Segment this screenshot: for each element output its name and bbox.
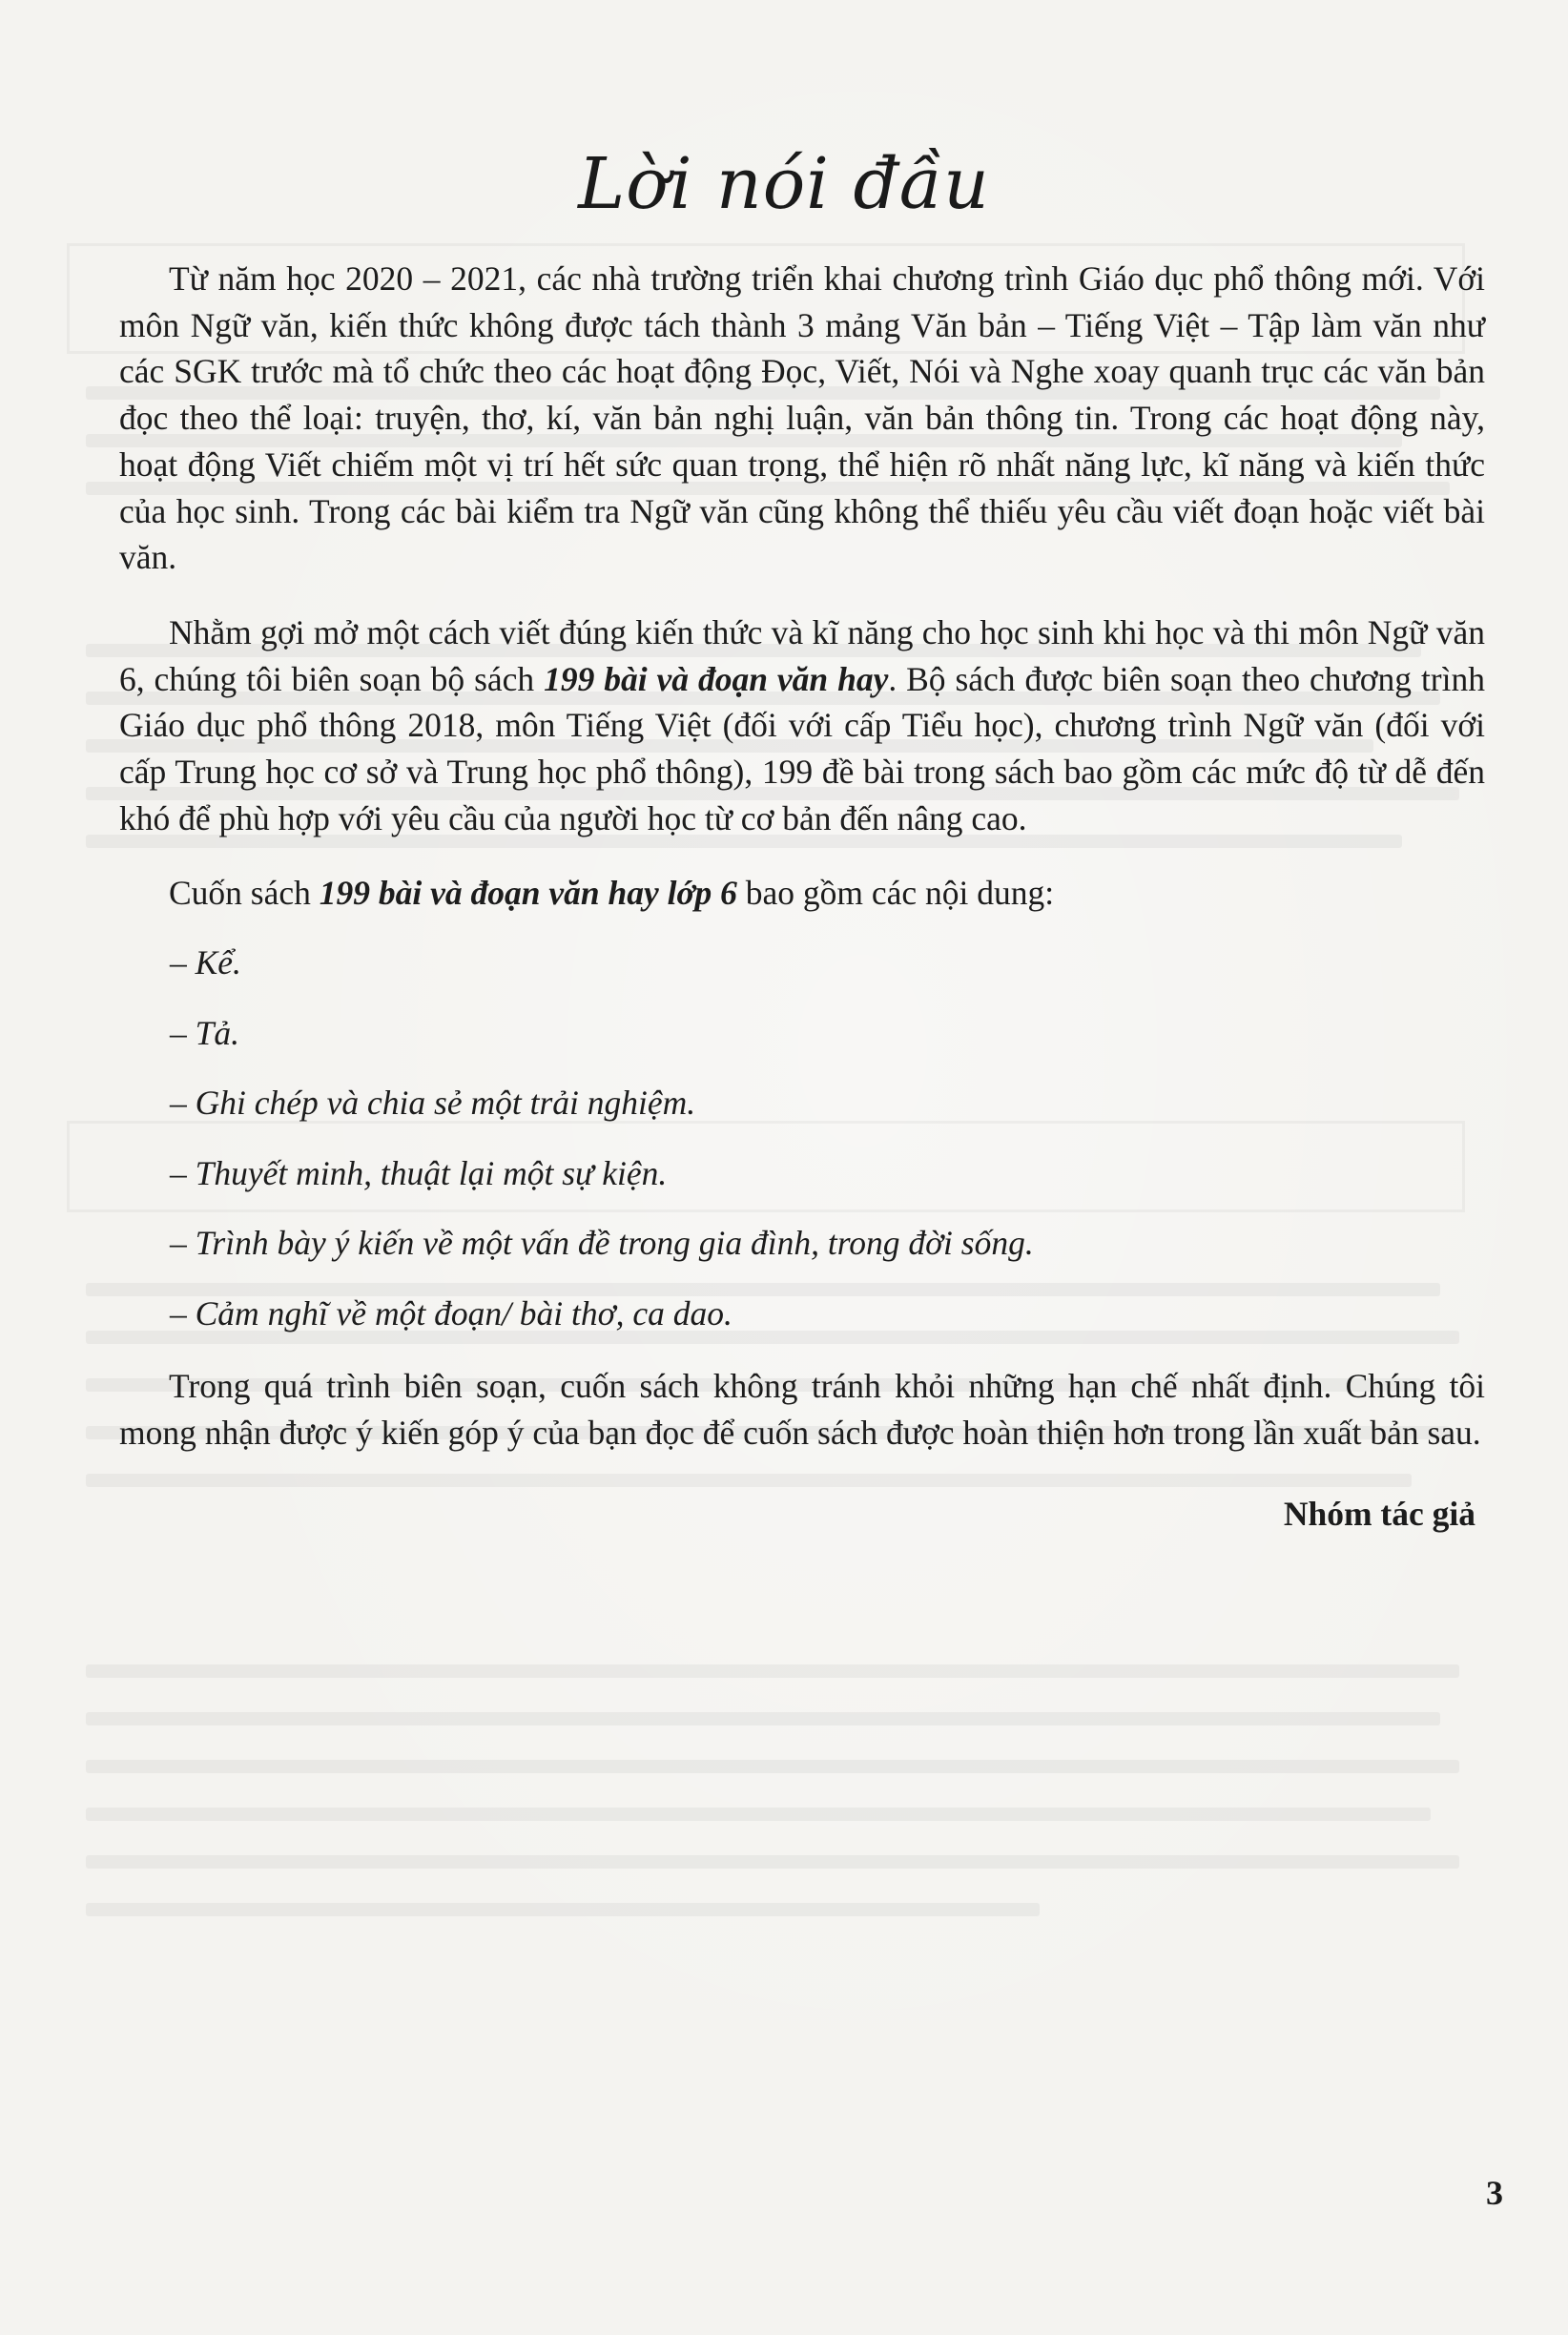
paragraph-intro: Từ năm học 2020 – 2021, các nhà trường triển khai chương trình Giáo dục phổ thông mới. Với môn Ngữ văn, kiến thức không được tách thành 3 mảng Văn bản – Tiếng Việt – Tập làm văn như các SGK trước mà tổ chức theo các hoạt động Đọc, Viết, Nói và Nghe xoay quanh trục các văn bản đọc theo thể loại: truyện, thơ, kí, văn bản nghị luận, văn bản thông tin. Trong các hoạt động này, hoạt động Viết chiếm một vị trí hết sức quan trọng, thể hiện rõ nhất năng lực, kĩ năng và kiến thức của học sinh. Trong các bài kiểm tra Ngữ văn cũng không thể thiếu yêu cầu viết đoạn hoặc viết bài văn. <box>119 259 1485 577</box>
paragraph-contents-intro <box>119 870 1485 917</box>
page-number: 3 <box>1486 2174 1503 2212</box>
list-item: – Cảm nghĩ về một đoạn/ bài thơ, ca dao. <box>170 1293 732 1333</box>
contents-intro-after: bao gồm các nội dung: <box>736 874 1055 913</box>
contents-list <box>119 940 1485 1336</box>
list-item: – Thuyết minh, thuật lại một sự kiện. <box>170 1153 668 1192</box>
author-signature: Nhóm tác giả <box>1283 1494 1475 1533</box>
book-title-grade-emphasis: 199 bài và đoạn văn hay lớp 6 <box>319 874 737 913</box>
list-item: – Ghi chép và chia sẻ một trải nghiệm. <box>170 1084 696 1123</box>
contents-intro-before: Cuốn sách <box>169 874 320 913</box>
list-item: – Kể. <box>170 943 241 982</box>
page-title: Lời nói đầu <box>578 143 990 225</box>
paragraph-purpose <box>119 610 1485 842</box>
paragraph-purpose-text-after: . Bộ sách được biên soạn theo chương trình Giáo dục phổ thông 2018, môn Tiếng Việt (đối với cấp Tiểu học), chương trình Ngữ văn (đối với cấp Trung học cơ sở và Trung học phổ thông), 199 đề bài trong sách bao gồm các mức độ từ dễ đến khó để phù hợp với yêu cầu của người học từ cơ bản đến nâng cao. <box>119 659 1485 837</box>
paragraph-closing: Trong quá trình biên soạn, cuốn sách không tránh khỏi những hạn chế nhất định. Chúng tôi mong nhận được ý kiến góp ý của bạn đọc để cuốn sách được hoàn thiện hơn trong lần xuất bản sau. <box>119 1367 1485 1453</box>
paragraph-purpose-text-before: Nhằm gợi mở một cách viết đúng kiến thức và kĩ năng cho học sinh khi học và thi môn Ngữ văn 6, chúng tôi biên soạn bộ sách <box>119 612 1485 698</box>
list-item: – Tả. <box>170 1013 239 1052</box>
preface-body <box>119 256 1485 1537</box>
book-title-emphasis: 199 bài và đoạn văn hay <box>544 659 889 698</box>
list-item: – Trình bày ý kiến về một vấn đề trong gia đình, trong đời sống. <box>170 1224 1034 1263</box>
